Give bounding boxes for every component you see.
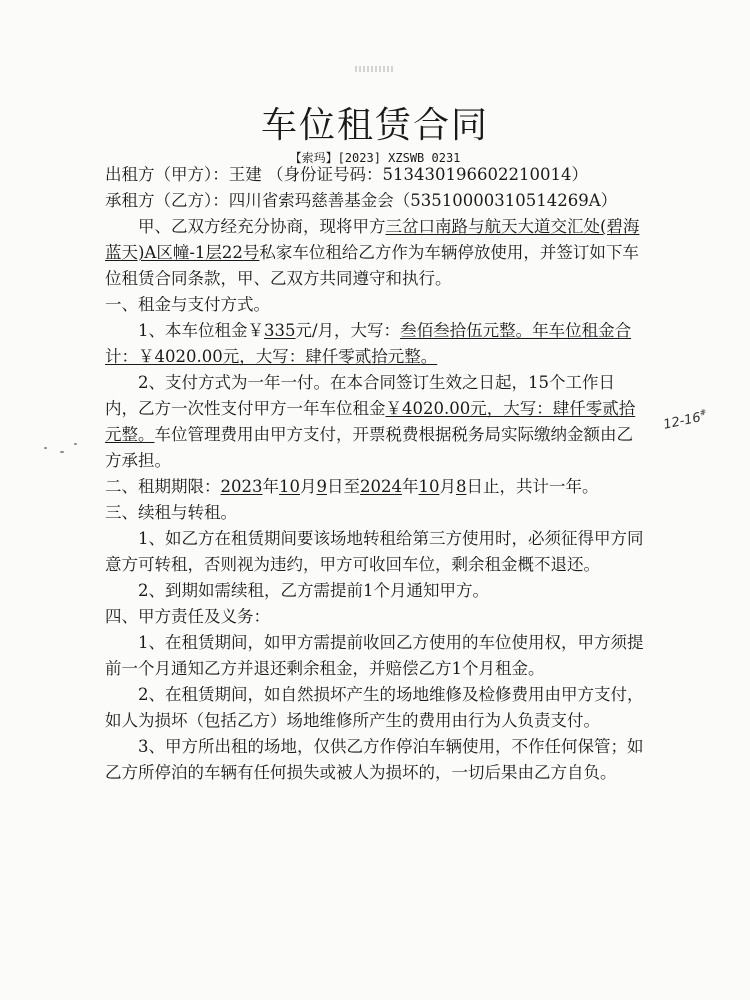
section3-item1: 1、如乙方在租赁期间要该场地转租给第三方使用时，必须征得甲方同意方可转租，否则视为违约，甲方可收回车位，剩余租金概不退还。 [105,529,644,574]
rent-in-words: 叁佰叁拾伍元整。年车位租金合计：￥4020.00元，大写：肆仟零贰拾元整。 [105,321,632,366]
section4-item1: 1、在租赁期间，如甲方需提前收回乙方使用的车位使用权，甲方须提前一个月通知乙方并退还剩余租金，并赔偿乙方1个月租金。 [105,633,644,678]
rent-label: 1、本车位租金￥ [138,321,264,340]
term-text-g: 日止，共计一年。 [466,477,599,496]
intro-text-2: 私家车位租给乙方作为车辆停放使用，并签订如下车位租赁合同条款，甲、乙双方共同遵守和执行。 [105,243,639,288]
term-text-b: 年 [262,477,279,496]
start-year: 2023 [220,477,263,496]
term-text-d: 日至 [327,477,360,496]
handwritten-note [662,408,709,433]
section3-item2: 2、到期如需续租，乙方需提前1个月通知甲方。 [138,581,489,600]
rent-unit: 元/月，大写： [295,321,401,340]
monthly-rent: 335 [264,321,296,340]
term-text-e: 年 [402,477,419,496]
annual-amount: ￥4020.00元，大写：肆仟零贰拾元整。 [105,399,636,444]
scan-speck [44,447,47,449]
document-number: 【索玛】[2023] XZSWB 0231 [289,151,461,165]
lessee-line: 承租方（乙方）：四川省索玛慈善基金会（53510000310514269A） [105,191,618,210]
section2-term [105,474,645,500]
handwritten-date: 12-16 [662,410,703,433]
term-label: 二、租期期限： [105,477,221,496]
term-text-f: 月 [439,477,456,496]
section1-item1 [105,318,645,370]
end-day: 8 [456,477,467,496]
scan-speck [74,443,77,445]
section4-item2: 2、在租赁期间，如自然损坏产生的场地维修及检修费用由甲方支付，如人为损坏（包括乙方）场地维修所产生的费用由行为人负责支付。 [105,685,644,730]
scan-speck [60,451,64,453]
section1-item2 [105,370,645,474]
page-title: 车位租赁合同 [260,105,489,146]
start-day: 9 [316,477,327,496]
section3-heading: 三、续租与转租。 [105,503,237,522]
handwritten-mark: # [698,407,708,418]
parking-location: 三岔口南路与航天大道交汇处(碧海蓝天)A区幢-1层22号 [105,217,640,262]
section4-heading: 四、甲方责任及义务： [105,607,270,626]
end-year: 2024 [360,477,402,496]
scan-artifact [355,66,395,72]
end-month: 10 [418,477,440,496]
section1-heading: 一、租金与支付方式。 [105,295,270,314]
payment-text-2: 车位管理费用由甲方支付，开票税费根据税务局实际缴纳金额由乙方承担。 [105,425,633,470]
payment-text-1: 2、支付方式为一年一付。在本合同签订生效之日起，15个工作日内，乙方一次性支付甲方一年车位租金 [105,373,615,418]
start-month: 10 [279,477,300,496]
section4-item3: 3、甲方所出租的场地，仅供乙方作停泊车辆使用，不作任何保管；如乙方所停泊的车辆有任何损失或被人为损坏的，一切后果由乙方自负。 [105,737,644,782]
contract-body [105,162,645,786]
intro-text-1: 甲、乙双方经充分协商，现将甲方 [138,217,386,236]
lessor-line: 出租方（甲方）：王建 （身份证号码：513430196602210014） [105,165,588,184]
term-text-c: 月 [300,477,317,496]
intro-paragraph [105,214,645,292]
